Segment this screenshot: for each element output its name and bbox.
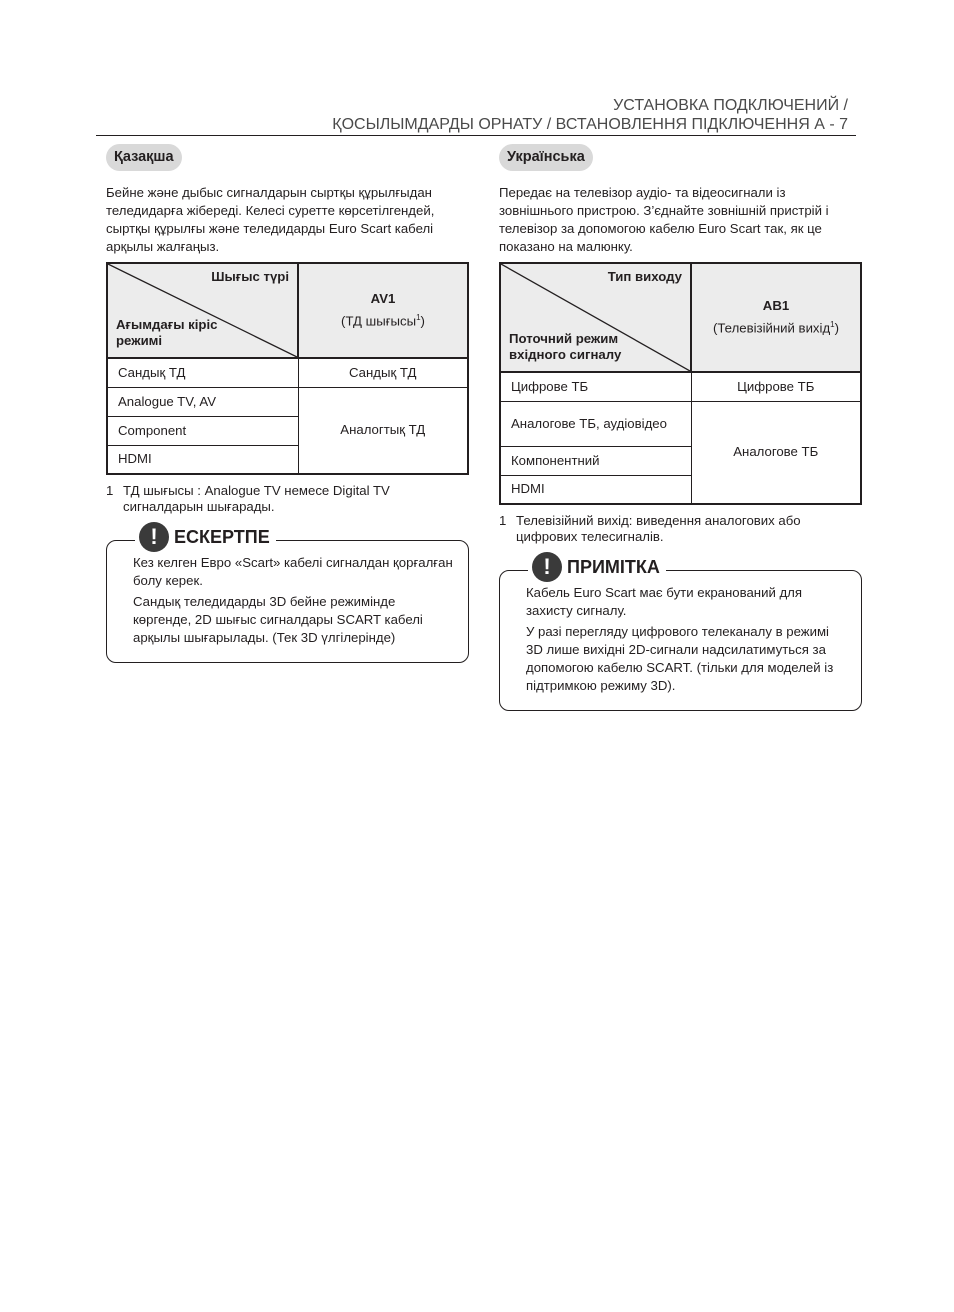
table-cell-output-analog: Аналогтық ТД xyxy=(298,387,468,474)
footnote-marker: 1 xyxy=(416,313,421,323)
output-type-label: Шығыс түрі xyxy=(211,269,289,284)
table-cell-output-digital: Сандық ТД xyxy=(298,358,468,387)
av1-title: АВ1 xyxy=(762,298,790,314)
table-row-input: Analogue TV, AV xyxy=(107,387,298,416)
footnote-number: 1 xyxy=(499,513,507,528)
kazakh-footnote xyxy=(106,483,469,515)
av1-column-header xyxy=(298,263,468,358)
table-row-input: Цифрове ТБ xyxy=(500,372,691,401)
note-paragraph: У разі перегляду цифрового телеканалу в режимі 3D лише вихідні 2D-сигнали надсилатимуться за допомогою кабелю SCART. (тільки для моделей із підтримкою режиму 3D). xyxy=(526,624,834,693)
table-cell-output-digital: Цифрове ТБ xyxy=(691,372,861,401)
note-paragraph: Кабель Euro Scart має бути екранований для захисту сигналу. xyxy=(526,585,803,618)
footnote-text: Телевізійний вихід: виведення аналогових або цифрових телесигналів. xyxy=(516,513,801,544)
input-mode-label: Ағымдағы кіріс режимі xyxy=(116,317,218,348)
ukrainian-column xyxy=(499,144,862,711)
ukrainian-connection-table xyxy=(499,262,862,505)
av1-column-header xyxy=(691,263,861,372)
header-rule xyxy=(96,135,856,136)
kazakh-note-box xyxy=(106,524,469,663)
language-label-kazakh: Қазақша xyxy=(106,144,182,171)
note-paragraph: Сандық теледидарды 3D бейне режимінде көргенде, 2D шығыс сигналдары SCART кабелі арқылы шығарылады. (Тек 3D үлгілерінде) xyxy=(133,594,423,645)
table-row-input: Аналогове ТБ, аудіовідео xyxy=(500,401,691,446)
exclamation-icon: ! xyxy=(532,552,562,582)
table-diagonal-header xyxy=(107,263,298,358)
table-row-input: Сандық ТД xyxy=(107,358,298,387)
av1-subtitle: (ТД шығысы xyxy=(341,313,417,329)
note-title: ПРИМІТКА xyxy=(567,557,660,577)
av1-subtitle-close: ) xyxy=(834,320,840,336)
header-line-2: ҚОСЫЛЫМДАРДЫ ОРНАТУ / ВСТАНОВЛЕННЯ ПІДКЛЮЧЕННЯ А - 7 xyxy=(332,116,848,133)
note-header xyxy=(135,522,276,552)
footnote-text: ТД шығысы : Analogue TV немесе Digital TV сигналдарын шығарады. xyxy=(123,483,390,514)
note-title: ЕСКЕРТПЕ xyxy=(174,527,270,547)
av1-subtitle: (Телевізійний вихід xyxy=(712,320,831,336)
exclamation-icon: ! xyxy=(139,522,169,552)
table-row-input: Component xyxy=(107,416,298,445)
kazakh-column xyxy=(106,144,469,663)
note-header xyxy=(528,552,666,582)
note-paragraph: Кез келген Евро «Scart» кабелі сигналдан қорғалған болу керек. xyxy=(133,555,453,588)
header-line-1: УСТАНОВКА ПОДКЛЮЧЕНИЙ / xyxy=(613,97,848,114)
table-row-input: Компонентний xyxy=(500,446,691,475)
kazakh-intro: Бейне және дыбыс сигналдарын сыртқы құрылғыдан теледидарға жібереді. Келесі суретте көрсетілгендей, сыртқы құрылғы және теледидарды Euro Scart кабелі арқылы жалғаңыз. xyxy=(106,185,435,254)
ukrainian-footnote xyxy=(499,513,862,545)
table-diagonal-header xyxy=(500,263,691,372)
ukrainian-note-box xyxy=(499,554,862,711)
footnote-number: 1 xyxy=(106,483,114,498)
ukrainian-intro: Передає на телевізор аудіо- та відеосигнали із зовнішнього пристрою. З’єднайте зовнішній пристрій і телевізор за допомогою кабелю Euro Scart так, як це показано на малюнку. xyxy=(499,185,829,254)
input-mode-label: Поточний режим вхідного сигналу xyxy=(509,331,622,362)
table-row-input: HDMI xyxy=(107,445,298,474)
footnote-marker: 1 xyxy=(830,320,835,330)
page-header xyxy=(332,96,848,134)
output-type-label: Тип виходу xyxy=(607,269,682,284)
language-label-ukrainian: Українська xyxy=(499,144,593,171)
av1-subtitle-close: ) xyxy=(420,313,425,329)
table-row-input: HDMI xyxy=(500,475,691,504)
kazakh-connection-table xyxy=(106,262,469,475)
av1-title: AV1 xyxy=(370,291,396,307)
table-cell-output-analog: Аналогове ТБ xyxy=(691,401,861,504)
